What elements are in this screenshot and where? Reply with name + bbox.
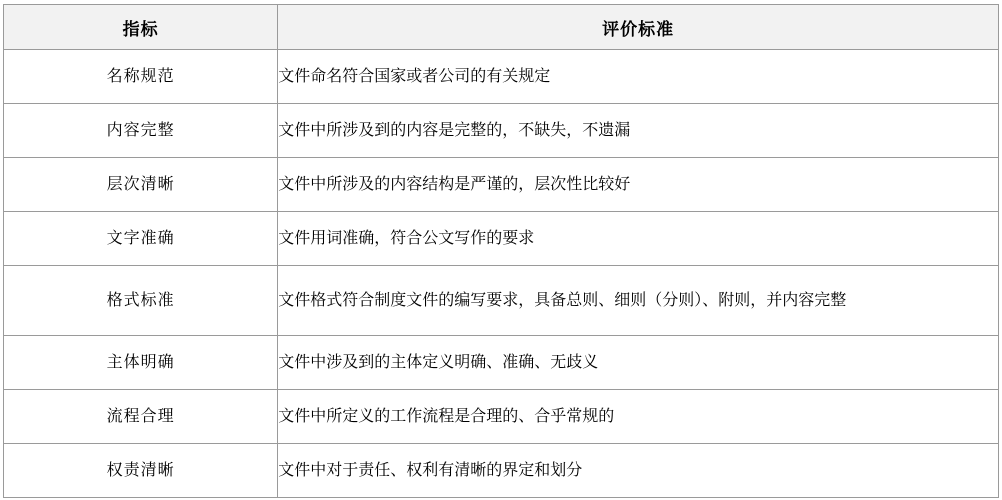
table-row (4, 444, 999, 498)
cell-indicator: 主体明确 (4, 336, 278, 390)
cell-indicator: 内容完整 (4, 104, 278, 158)
table-body (4, 50, 999, 498)
table-header-row (4, 5, 999, 50)
cell-indicator: 名称规范 (4, 50, 278, 104)
cell-indicator: 流程合理 (4, 390, 278, 444)
cell-indicator: 文字准确 (4, 212, 278, 266)
evaluation-criteria-table (3, 4, 999, 498)
cell-standard: 文件用词准确，符合公文写作的要求 (278, 212, 999, 266)
table-row (4, 50, 999, 104)
cell-standard: 文件命名符合国家或者公司的有关规定 (278, 50, 999, 104)
table-header (4, 5, 999, 50)
column-header-indicator: 指标 (4, 5, 278, 50)
cell-indicator: 层次清晰 (4, 158, 278, 212)
column-header-standard: 评价标准 (278, 5, 999, 50)
table-row (4, 336, 999, 390)
table-row (4, 212, 999, 266)
cell-standard: 文件中所涉及到的内容是完整的，不缺失，不遗漏 (278, 104, 999, 158)
cell-standard: 文件中所涉及的内容结构是严谨的，层次性比较好 (278, 158, 999, 212)
table-row (4, 158, 999, 212)
cell-standard: 文件中所定义的工作流程是合理的、合乎常规的 (278, 390, 999, 444)
cell-standard: 文件格式符合制度文件的编写要求，具备总则、细则（分则）、附则，并内容完整 (278, 266, 999, 336)
cell-standard: 文件中对于责任、权利有清晰的界定和划分 (278, 444, 999, 498)
table-row (4, 266, 999, 336)
cell-standard: 文件中涉及到的主体定义明确、准确、无歧义 (278, 336, 999, 390)
cell-indicator: 格式标准 (4, 266, 278, 336)
table-row (4, 104, 999, 158)
table-row (4, 390, 999, 444)
cell-indicator: 权责清晰 (4, 444, 278, 498)
